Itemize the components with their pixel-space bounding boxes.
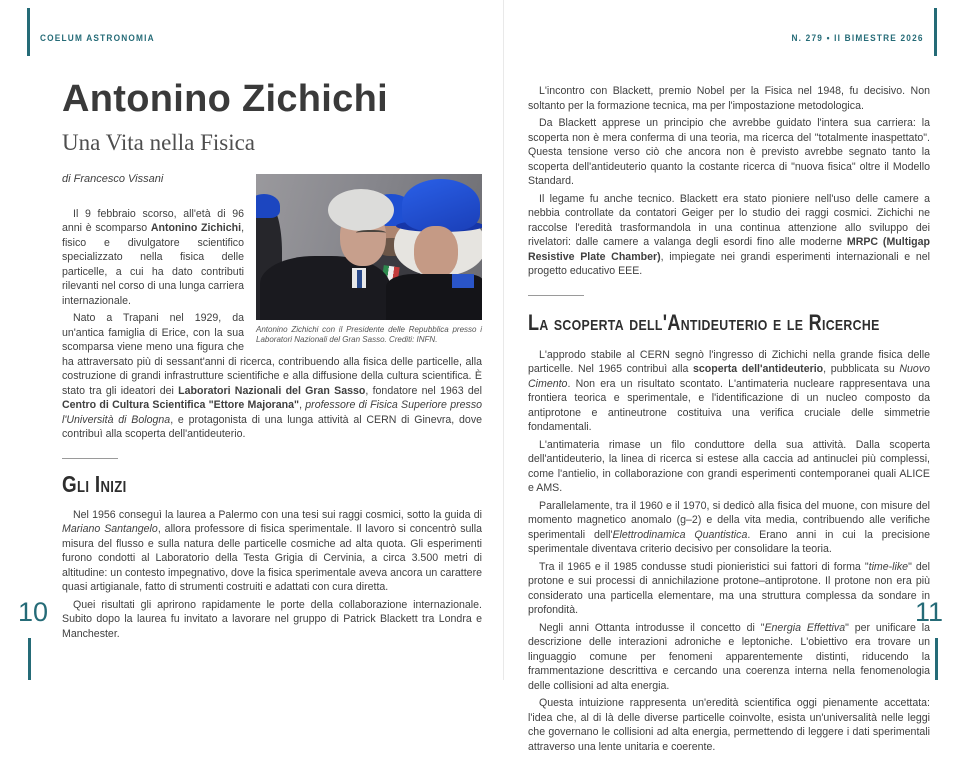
photo-president-tie (357, 270, 362, 288)
page-number-left: 10 (18, 597, 49, 627)
page-gutter-divider (503, 0, 504, 680)
right-top-paragraphs (528, 84, 930, 279)
issue-number: N. 279 • II BIMESTRE 2026 (791, 33, 924, 43)
section-heading-gli-inizi: Gli Inizi (62, 470, 127, 497)
left-page (62, 80, 482, 644)
header-accent-bar-left (27, 8, 30, 56)
photo-president-glasses (356, 230, 386, 237)
photo-caption: Antonino Zichichi con il Presidente delle Repubblica presso i Laboratori Nazionali del Gran Sasso. Crediti: INFN. (256, 324, 482, 345)
section-divider-rule (62, 458, 118, 459)
photo-zichichi-face (414, 226, 458, 278)
article-byline: di Francesco Vissani (62, 172, 164, 185)
photo-president-hair (328, 189, 394, 231)
paragraph: Nato a Trapani nel 1929, da un'antica famiglia di Erice, con la sua scomparsa viene meno una figura che ha attraversato più di sessant'anni di ricerca, contribuendo alla fisica delle particelle, alla costruzione di grandi infrastrutture scientifiche e alla diffusione della cultura scientifica. È stato tra gli ideatori dei Laboratori Nazionali del Gran Sasso, fondatore nel 1963 del Centro di Cultura Scientifica "Ettore Majorana", professore di Fisica Superiore presso l'Università di Bologna, e protagonista di una lunga attività al CERN di Ginevra, dove contribuì alla scoperta dell'antideuterio. (62, 312, 483, 441)
right-page (528, 84, 930, 757)
paragraph: L'incontro con Blackett, premio Nobel per la Fisica nel 1948, fu decisivo. Non soltanto per la formazione tecnica, ma per l'impostazione metodologica. (528, 85, 930, 112)
paragraph: Da Blackett apprese un principio che avrebbe guidato l'intera sua carriera: la scoperta non è mera conferma di una teoria, ma ricerca del "totalmente inaspettato". Questa tensione verso ciò che ancora non è previsto avrebbe segnato tanto la scoperta dell'antideuterio quanto la costante ricerca di "nuova fisica" oltre il Modello Standard. (528, 117, 930, 187)
article-photo-figure (256, 174, 482, 346)
paragraph: Negli anni Ottanta introdusse il concetto di "Energia Effettiva" per unificare la descrizione delle interazioni adroniche e leptoniche. L'obiettivo era trovare un linguaggio comune per fenomeni apparentemente distinti, riducendo la frammentazione descrittiva e cercando una coerenza interna nella fenomenologia delle collisioni ad alta energia. (528, 621, 931, 692)
paragraph: L'antimateria rimase un filo conduttore della sua attività. Dalla scoperta dell'antideuterio, la linea di ricerca si estese alla caccia ad antinuclei più complessi, come l'antielio, in collaborazione con grandi esperimenti contemporanei quali ALICE e AMS. (528, 438, 930, 495)
paragraph: L'approdo stabile al CERN segnò l'ingresso di Zichichi nella grande fisica delle particelle. Nel 1965 contribuì alla scoperta dell'antideuterio, pubblicata su Nuovo Cimento. Non era un risultato scontato. L'antimateria nucleare rappresentava una frontiera teorica e sperimentale, e l'identificazione di un nucleo composto da antiprotone e antineutrone costituiva una verifica cruciale delle simmetrie fondamentali. (528, 348, 931, 434)
section-heading-antideuterio: La scoperta dell'Antideuterio e le Ricerche (528, 309, 880, 335)
magazine-name: COELUM ASTRONOMIA (40, 33, 155, 43)
paragraph: Nel 1956 conseguì la laurea a Palermo con una tesi sui raggi cosmici, sotto la guida di Mariano Santangelo, allora professore di fisica sperimentale. Il lavoro si concentrò sulla misura del flusso e sulla natura delle particelle cosmiche ad alta quota. Gli esperimenti furono condotti al Laboratorio della Testa Grigia di Cervinia, a circa 3.500 metri di altitudine: un contesto impegnativo, dove la fisica sperimentale aveva ancora un carattere quasi artigianale, fatto di strumenti costruiti e adattati con cura diretta. (62, 508, 482, 594)
paragraph: Il legame fu anche tecnico. Blackett era stato pioniere nell'uso delle camere a nebbia controllate da contatori Geiger per lo studio dei raggi cosmici. Zichichi ne raccolse l'eredità trasformandola in una continua attenzione allo sviluppo dei rivelatori: dalle camere a valanga degli esordi fino alle moderne MRPC (Multigap Resistive Plate Chamber), impiegate nei grandi esperimenti internazionali e nel progetto educativo EEE. (528, 192, 930, 277)
antideuterio-paragraphs (528, 348, 930, 755)
intro-text-block (62, 207, 482, 442)
photo-zichichi-collar (452, 274, 474, 288)
footer-accent-bar-left (28, 638, 31, 680)
gli-inizi-paragraphs (62, 508, 482, 642)
photo-president-coat (260, 256, 390, 320)
page-number-right: 11 (914, 597, 943, 627)
footer-accent-bar-right (935, 638, 938, 680)
paragraph: Quei risultati gli aprirono rapidamente le porte della collaborazione internazionale. Subito dopo la laurea fu invitato a lavorare nel gruppo di Patrick Blackett tra Londra e Manchester. (62, 598, 482, 640)
photo-zichichi-with-president (256, 174, 482, 320)
paragraph: Il 9 febbraio scorso, all'età di 96 anni è scomparso Antonino Zichichi, fisico e divulgatore scientifico specializzato nella fisica delle particelle, a cui ha dato contributi rilevanti nel corso di una lunga carriera internazionale. (62, 207, 245, 307)
article-title: Antonino Zichichi (62, 78, 388, 120)
photo-background-helmet (256, 194, 280, 218)
article-subtitle: Una Vita nella Fisica (62, 129, 256, 155)
paragraph: Questa intuizione rappresenta un'eredità scientifica oggi pienamente accettata: l'idea che, al di là delle diverse particelle coinvolte, esista un'universalità nelle leggi che governano le collisioni ad alta energia, permettendo di leggere i dati sperimentali attraverso una lente unitaria e coerente. (528, 697, 930, 753)
header-accent-bar-right (934, 8, 937, 56)
photo-zichichi-helmet (402, 179, 480, 231)
paragraph: Tra il 1965 e il 1985 condusse studi pionieristici sui fattori di forma "time-like" del protone e sui processi di annichilazione protone–antiprotone. Il protone non era più considerato una particella elementare, ma una struttura complessa da sondare in profondità. (528, 560, 930, 617)
section-divider-rule-right (528, 295, 584, 296)
paragraph: Parallelamente, tra il 1960 e il 1970, si dedicò alla fisica del muone, con misure del momento magnetico anomalo (g–2) e della vita media, contribuendo alle verifiche sperimentali dell'Elettrodinamica Quantistica. Erano anni in cui la precisione sperimentale diventava criterio decisivo per consolidare la teoria. (528, 499, 930, 556)
